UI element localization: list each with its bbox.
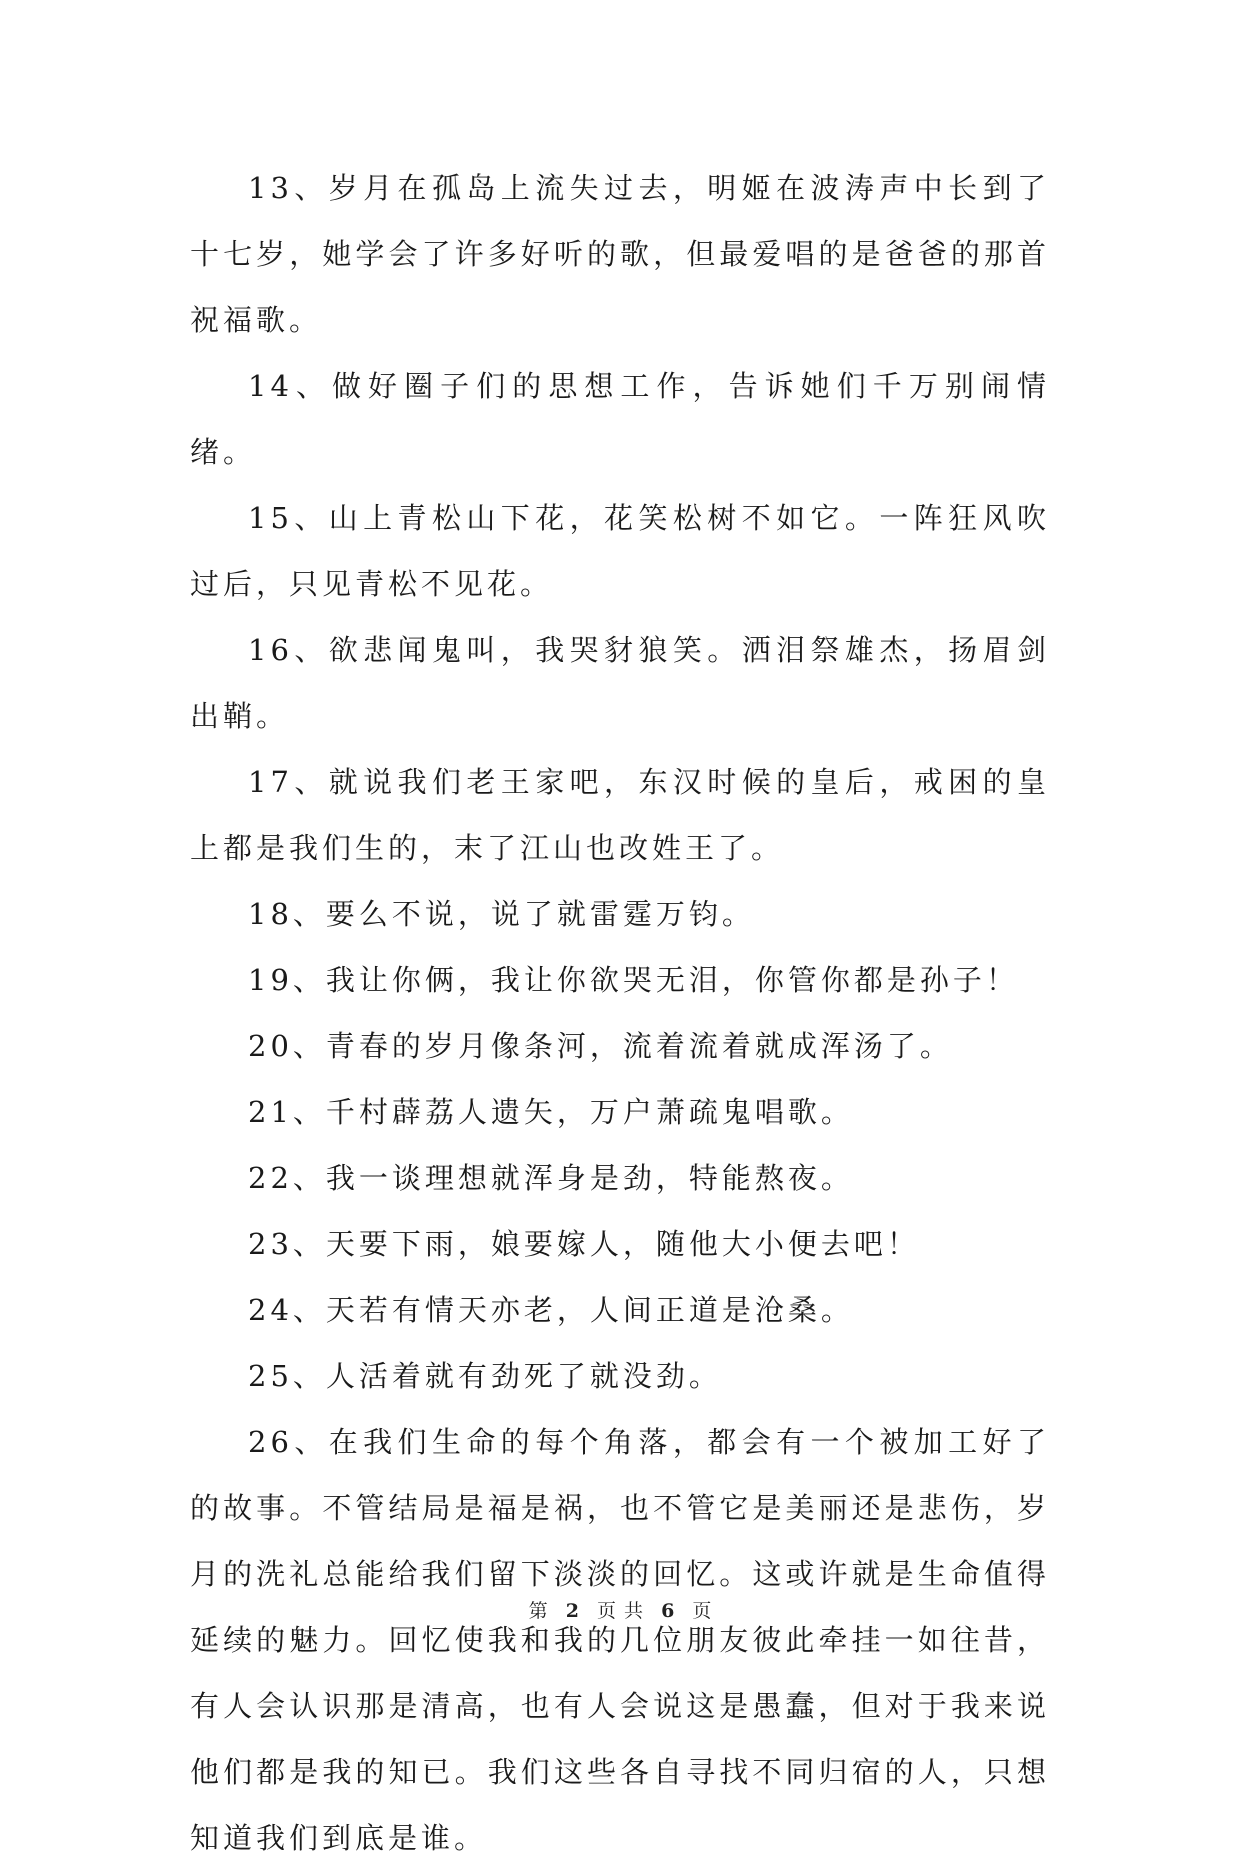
paragraph-18: 18、要么不说，说了就雷霆万钧。 xyxy=(248,897,755,931)
paragraph-25: 25、人活着就有劲死了就没劲。 xyxy=(248,1359,722,1393)
paragraph-14: 14、做好圈子们的思想工作，告诉她们千万别闹情绪。 xyxy=(190,369,1050,469)
paragraph-16: 16、欲悲闻鬼叫，我哭豺狼笑。洒泪祭雄杰，扬眉剑出鞘。 xyxy=(190,633,1050,733)
paragraph-13: 13、岁月在孤岛上流失过去，明姬在波涛声中长到了十七岁，她学会了许多好听的歌，但最爱唱的是爸爸的那首祝福歌。 xyxy=(190,171,1050,337)
paragraph-24: 24、天若有情天亦老，人间正道是沧桑。 xyxy=(248,1293,854,1327)
paragraph-15: 15、山上青松山下花，花笑松树不如它。一阵狂风吹过后，只见青松不见花。 xyxy=(190,501,1050,601)
page-footer xyxy=(0,1596,1241,1623)
paragraph-17: 17、就说我们老王家吧，东汉时候的皇后，戒困的皇上都是我们生的，末了江山也改姓王了。 xyxy=(190,765,1050,865)
paragraph-26: 26、在我们生命的每个角落，都会有一个被加工好了的故事。不管结局是福是祸，也不管它是美丽还是悲伤，岁月的洗礼总能给我们留下淡淡的回忆。这或许就是生命值得延续的魅力。回忆使我和我的几位朋友彼此牵挂一如往昔，有人会认识那是清高，也有人会说这是愚蠢，但对于我来说他们都是我的知已。我们这些各自寻找不同归宿的人，只想知道我们到底是谁。 xyxy=(190,1425,1050,1855)
paragraph-21: 21、千村薜荔人遗矢，万户萧疏鬼唱歌。 xyxy=(248,1095,854,1129)
footer-middle: 页 共 xyxy=(596,1600,645,1622)
footer-suffix: 页 xyxy=(692,1600,713,1622)
total-page-number: 6 xyxy=(661,1600,676,1622)
current-page-number: 2 xyxy=(565,1600,580,1622)
footer-prefix: 第 xyxy=(528,1600,549,1622)
paragraph-20: 20、青春的岁月像条河，流着流着就成浑汤了。 xyxy=(248,1029,953,1063)
paragraph-19: 19、我让你俩，我让你欲哭无泪，你管你都是孙子！ xyxy=(248,963,1019,997)
paragraph-22: 22、我一谈理想就浑身是劲，特能熬夜。 xyxy=(248,1161,854,1195)
paragraph-23: 23、天要下雨，娘要嫁人，随他大小便去吧！ xyxy=(248,1227,920,1261)
